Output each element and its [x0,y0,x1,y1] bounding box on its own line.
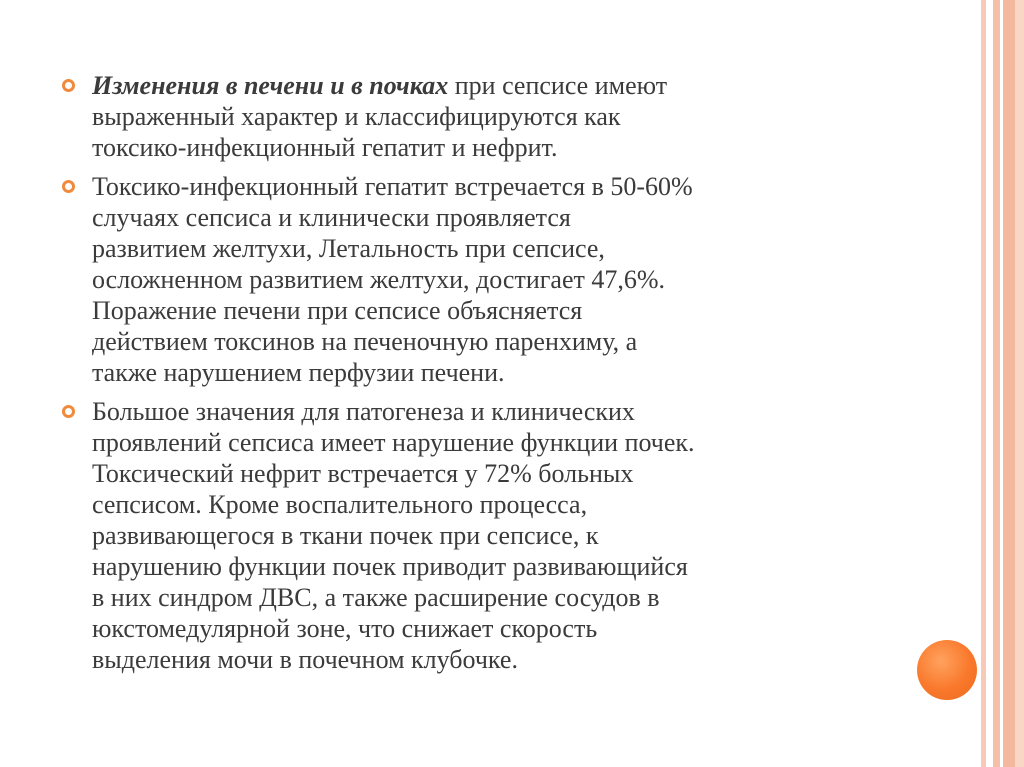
bullet-text: Токсико-инфекционный гепатит встречается в 50-60% случаях сепсиса и клинически проявляется развитием желтухи, Летальность при сепсисе, осложненном развитием желтухи, достигает 47,6%. Поражение печени при сепсисе объясняется действием токсинов на печеночную паренхиму, а также нарушением перфузии печени. [92,172,693,387]
decorative-stripe [1003,0,1015,767]
decorative-stripe [993,0,1000,767]
slide-body [62,70,942,683]
bullet-item [62,171,942,388]
decorative-stripe [981,0,986,767]
bullet-ring-icon [62,180,75,193]
bullet-item [62,396,942,675]
bullet-body: при сепсисе имеют выраженный характер и классифицируются как токсико-инфекционный гепатит и нефрит. [92,71,668,162]
bullet-text: Большое значения для патогенеза и клинических проявлений сепсиса имеет нарушение функции почек. Токсический нефрит встречается у 72% больных сепсисом. Кроме воспалительного процесса, развивающегося в ткани почек при сепсисе, к нарушению функции почек приводит развивающийся в них синдром ДВС, а также расширение сосудов в юкстомедулярной зоне, что снижает скорость выделения мочи в почечном клубочке. [92,397,695,674]
bullet-item [62,70,942,163]
decorative-stripe [1015,0,1024,767]
bullet-emphasis: Изменения в печени и в почках [92,71,449,100]
decorative-stripe [988,0,992,767]
bullet-ring-icon [62,405,75,418]
bullet-ring-icon [62,79,75,92]
bullet-text [92,70,942,163]
